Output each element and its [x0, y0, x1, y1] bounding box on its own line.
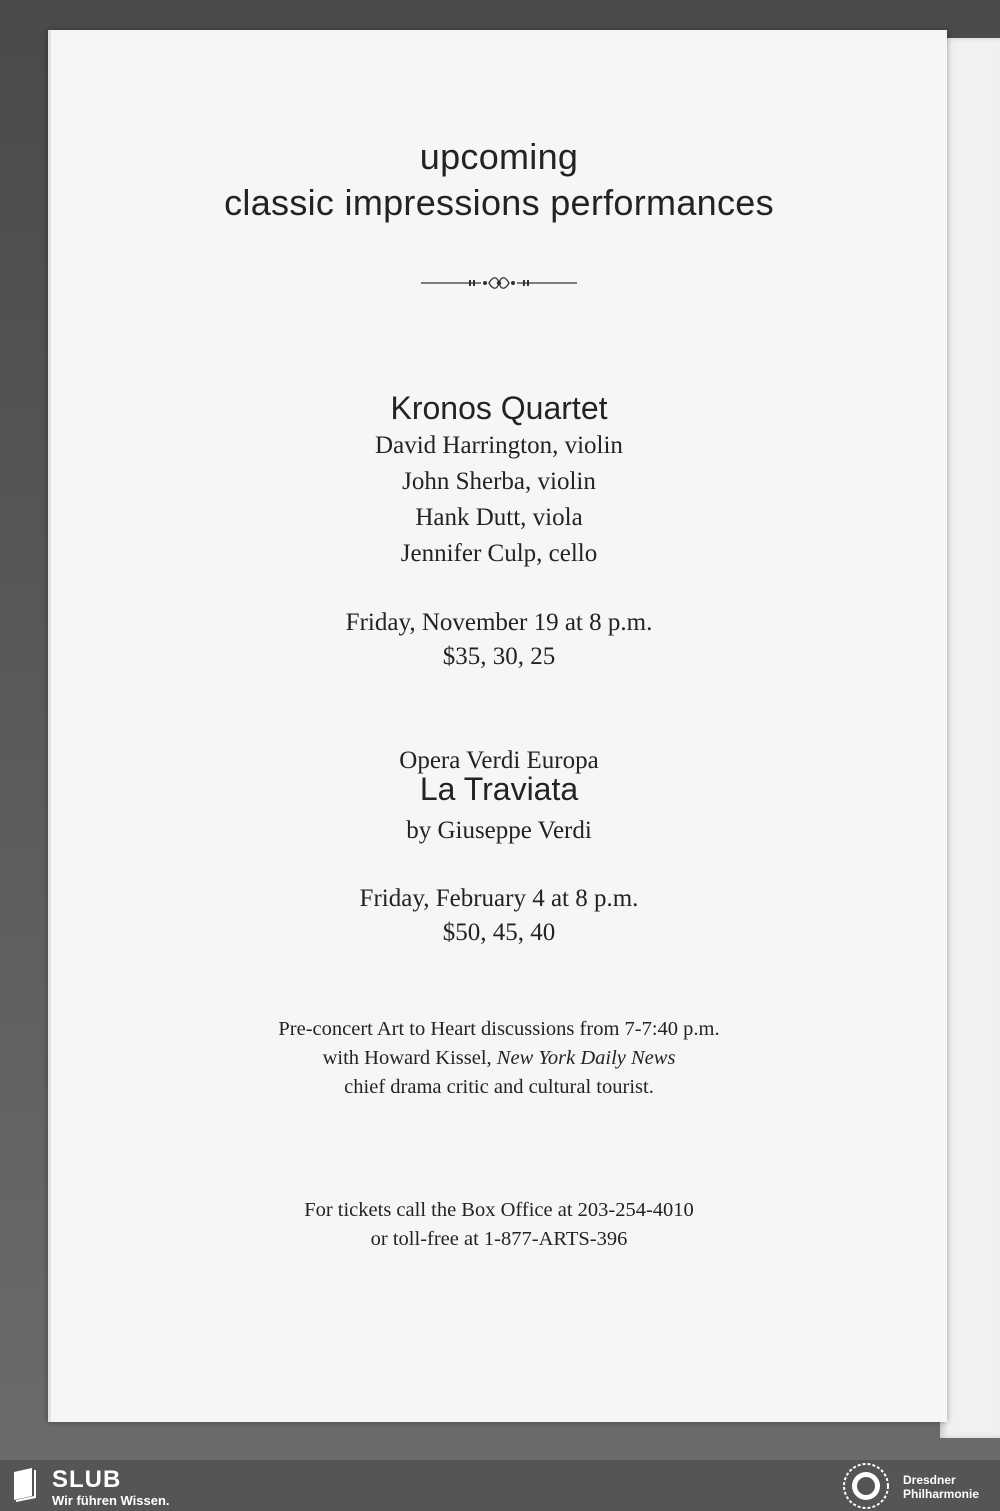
adjacent-page-edge	[940, 38, 1000, 1438]
slub-book-logo-icon	[12, 1468, 38, 1502]
event2-presenter: Opera Verdi Europa	[399, 747, 599, 774]
event1-prices: $35, 30, 25	[442, 643, 556, 670]
partner-name	[903, 1473, 979, 1501]
event1-date: Friday, November 19 at 8 p.m.	[345, 609, 653, 636]
ornamental-divider-icon	[421, 273, 577, 293]
library-tagline: Wir führen Wissen.	[52, 1493, 170, 1508]
footer-bar	[0, 1460, 1000, 1511]
tickets-line-2: or toll-free at 1-877-ARTS-396	[370, 1228, 628, 1250]
heading-line-2: classic impressions performances	[224, 182, 774, 223]
partner-name-line-2: Philharmonie	[903, 1487, 980, 1501]
event1-performer-3: Hank Dutt, viola	[415, 504, 583, 531]
event1-performer-1: David Harrington, violin	[375, 432, 623, 459]
preconcert-host: with Howard Kissel,	[322, 1047, 497, 1069]
heading-line-1: upcoming	[419, 136, 579, 177]
program-page	[48, 30, 947, 1422]
tickets-line-1: For tickets call the Box Office at 203-254-4010	[304, 1199, 694, 1221]
event1-title: Kronos Quartet	[390, 390, 608, 426]
publication-name: New York Daily News	[496, 1047, 676, 1069]
preconcert-line-3: chief drama critic and cultural tourist.	[344, 1076, 654, 1098]
library-name: SLUB	[52, 1466, 122, 1493]
event2-composer: by Giuseppe Verdi	[406, 817, 592, 844]
event1-performer-2: John Sherba, violin	[402, 468, 596, 495]
preconcert-line-1: Pre-concert Art to Heart discussions from 7-7:40 p.m.	[278, 1018, 720, 1040]
event1-performer-4: Jennifer Culp, cello	[400, 540, 598, 567]
event2-date: Friday, February 4 at 8 p.m.	[359, 885, 639, 912]
philharmonie-sunburst-logo-icon	[842, 1462, 890, 1510]
preconcert-line-2	[51, 1043, 947, 1074]
partner-name-line-1: Dresdner	[903, 1473, 956, 1487]
event2-title: La Traviata	[419, 771, 579, 807]
event2-prices: $50, 45, 40	[442, 919, 556, 946]
